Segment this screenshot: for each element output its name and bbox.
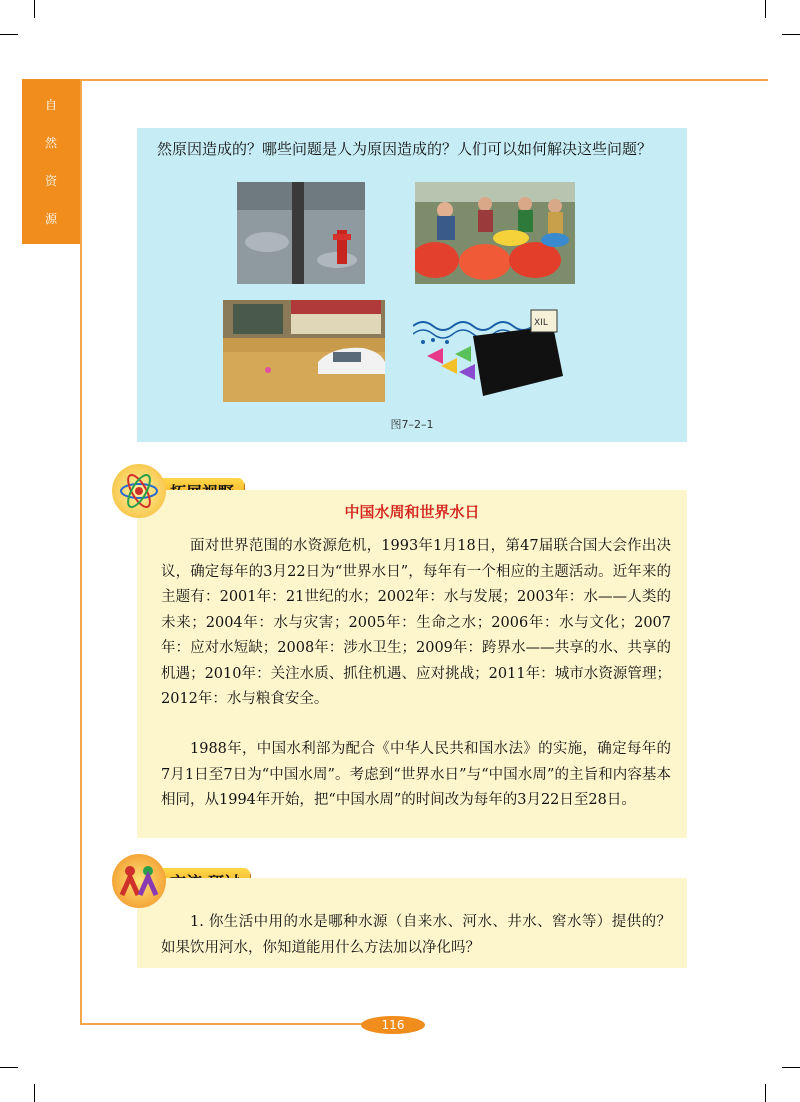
extension-paragraph-1: 面对世界范围的水资源危机，1993年1月18日，第47届联合国大会作出决议，确定每年的3月22日为“世界水日”，每年有一个相应的主题活动。近年来的主题有：2001年：21世纪的水；2002年：水与发展；2003年：水——人类的未来；2004年：水与灾害；2005年：生命之水；2006年：水与文化；2007年：应对水短缺；2008年：涉水卫生；2009年：跨界水——共享的水、共享的机遇；2010年：关注水质、抓住机遇、应对挑战；2011年：城市水资源管理；2012年：水与粮食安全。 xyxy=(161,538,671,707)
crop-mark xyxy=(0,34,18,35)
discussion-box xyxy=(137,878,687,968)
crop-mark xyxy=(782,1067,800,1068)
page-bottom-rule xyxy=(80,1023,380,1025)
crop-mark xyxy=(765,1084,766,1102)
side-tab-char: 然 xyxy=(44,135,57,150)
side-tab-char: 自 xyxy=(44,97,57,112)
side-tab-char: 资 xyxy=(44,174,57,189)
page-number: 116 xyxy=(361,1016,425,1034)
question-text: 然原因造成的？哪些问题是人为原因造成的？人们可以如何解决这些问题？ xyxy=(157,140,653,158)
figure-caption: 图7–2–1 xyxy=(390,418,434,431)
extension-box xyxy=(137,490,687,838)
photo-street-flooding xyxy=(237,182,365,284)
crop-mark xyxy=(782,34,800,35)
chapter-side-tab xyxy=(22,79,80,244)
crop-mark xyxy=(34,0,35,18)
photo-flooded-car xyxy=(223,300,385,402)
discussion-item-1: 1. 你生活中用的水是哪种水源（自来水、河水、井水、窖水等）提供的？如果饮用河水，你知道能用什么方法加以净化吗？ xyxy=(161,914,671,956)
page-top-rule xyxy=(80,79,768,81)
page-left-rule xyxy=(80,79,82,1024)
extension-paragraph-2: 1988年，中国水利部为配合《中华人民共和国水法》的实施，确定每年的7月1日至7日为“中国水周”。考虑到“世界水日”与“中国水周”的主旨和内容基本相同，从1994年开始，把“中国水周”的时间改为每年的3月22日至28日。 xyxy=(161,741,671,808)
people-icon xyxy=(112,854,166,908)
atom-icon xyxy=(112,464,166,518)
extension-title: 中国水周和世界水日 xyxy=(344,503,480,521)
photo-pollution-cartoon xyxy=(413,306,563,404)
question-box xyxy=(137,128,687,442)
crop-mark xyxy=(34,1084,35,1102)
side-tab-char: 源 xyxy=(44,212,57,227)
photo-water-queue xyxy=(415,182,575,284)
crop-mark xyxy=(765,0,766,18)
pipe-sign-label: XIL xyxy=(534,318,548,328)
crop-mark xyxy=(0,1067,18,1068)
